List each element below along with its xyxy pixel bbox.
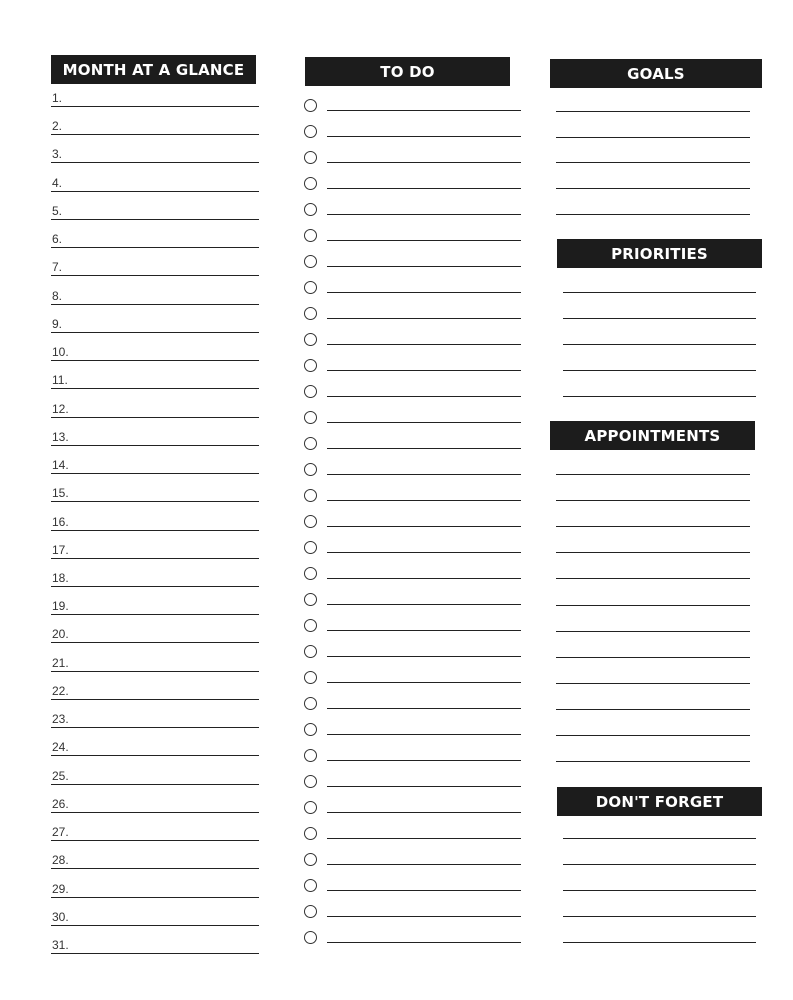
todo-checkbox-icon[interactable] (304, 775, 317, 788)
day-write-line[interactable] (51, 812, 259, 813)
day-write-line[interactable] (51, 445, 259, 446)
day-number: 29. (52, 882, 69, 896)
todo-checkbox-icon[interactable] (304, 723, 317, 736)
day-write-line[interactable] (51, 953, 259, 954)
day-write-line[interactable] (51, 501, 259, 502)
appointments-write-line[interactable] (556, 735, 750, 736)
todo-checkbox-icon[interactable] (304, 203, 317, 216)
day-write-line[interactable] (51, 275, 259, 276)
day-write-line[interactable] (51, 473, 259, 474)
todo-write-line[interactable] (327, 344, 521, 345)
day-write-line[interactable] (51, 558, 259, 559)
day-write-line[interactable] (51, 388, 259, 389)
day-write-line[interactable] (51, 614, 259, 615)
day-number: 17. (52, 543, 69, 557)
day-write-line[interactable] (51, 247, 259, 248)
day-number: 26. (52, 797, 69, 811)
todo-write-line[interactable] (327, 136, 521, 137)
day-number: 22. (52, 684, 69, 698)
todo-write-line[interactable] (327, 682, 521, 683)
day-number: 20. (52, 627, 69, 641)
appointments-write-line[interactable] (556, 709, 750, 710)
day-write-line[interactable] (51, 417, 259, 418)
todo-checkbox-icon[interactable] (304, 879, 317, 892)
day-number: 19. (52, 599, 69, 613)
appointments-write-line[interactable] (556, 500, 750, 501)
dont-forget-write-line[interactable] (563, 864, 756, 865)
day-number: 2. (52, 119, 63, 133)
todo-checkbox-icon[interactable] (304, 619, 317, 632)
day-number: 16. (52, 515, 69, 529)
day-write-line[interactable] (51, 219, 259, 220)
day-write-line[interactable] (51, 642, 259, 643)
day-write-line[interactable] (51, 840, 259, 841)
day-number: 21. (52, 656, 69, 670)
todo-write-line[interactable] (327, 760, 521, 761)
todo-checkbox-icon[interactable] (304, 541, 317, 554)
day-write-line[interactable] (51, 784, 259, 785)
day-number: 15. (52, 486, 69, 500)
day-number: 13. (52, 430, 69, 444)
todo-write-line[interactable] (327, 812, 521, 813)
day-number: 8. (52, 289, 63, 303)
todo-checkbox-icon[interactable] (304, 853, 317, 866)
todo-write-line[interactable] (327, 448, 521, 449)
dont-forget-write-line[interactable] (563, 838, 756, 839)
todo-write-line[interactable] (327, 916, 521, 917)
day-number: 10. (52, 345, 69, 359)
appointments-write-line[interactable] (556, 474, 750, 475)
dont-forget-header: DON'T FORGET (557, 787, 762, 816)
todo-checkbox-icon[interactable] (304, 801, 317, 814)
appointments-write-line[interactable] (556, 761, 750, 762)
day-write-line[interactable] (51, 530, 259, 531)
todo-write-line[interactable] (327, 942, 521, 943)
dont-forget-write-line[interactable] (563, 916, 756, 917)
todo-checkbox-icon[interactable] (304, 99, 317, 112)
day-write-line[interactable] (51, 897, 259, 898)
todo-checkbox-icon[interactable] (304, 385, 317, 398)
day-write-line[interactable] (51, 755, 259, 756)
todo-checkbox-icon[interactable] (304, 671, 317, 684)
todo-write-line[interactable] (327, 526, 521, 527)
todo-write-line[interactable] (327, 656, 521, 657)
day-number: 14. (52, 458, 69, 472)
todo-checkbox-icon[interactable] (304, 281, 317, 294)
todo-write-line[interactable] (327, 214, 521, 215)
appointments-write-line[interactable] (556, 578, 750, 579)
todo-write-line[interactable] (327, 630, 521, 631)
appointments-header: APPOINTMENTS (550, 421, 755, 450)
todo-write-line[interactable] (327, 110, 521, 111)
day-number: 6. (52, 232, 63, 246)
todo-checkbox-icon[interactable] (304, 489, 317, 502)
day-number: 28. (52, 853, 69, 867)
todo-write-line[interactable] (327, 838, 521, 839)
appointments-write-line[interactable] (556, 683, 750, 684)
dont-forget-write-line[interactable] (563, 942, 756, 943)
day-write-line[interactable] (51, 191, 259, 192)
todo-write-line[interactable] (327, 396, 521, 397)
day-write-line[interactable] (51, 360, 259, 361)
todo-checkbox-icon[interactable] (304, 359, 317, 372)
todo-write-line[interactable] (327, 162, 521, 163)
day-number: 3. (52, 147, 63, 161)
todo-checkbox-icon[interactable] (304, 697, 317, 710)
todo-checkbox-icon[interactable] (304, 931, 317, 944)
day-number: 30. (52, 910, 69, 924)
day-number: 5. (52, 204, 63, 218)
day-write-line[interactable] (51, 727, 259, 728)
day-number: 9. (52, 317, 63, 331)
todo-checkbox-icon[interactable] (304, 125, 317, 138)
appointments-write-line[interactable] (556, 631, 750, 632)
priorities-header: PRIORITIES (557, 239, 762, 268)
todo-write-line[interactable] (327, 552, 521, 553)
month-at-a-glance-header: MONTH AT A GLANCE (51, 55, 256, 84)
goals-header: GOALS (550, 59, 762, 88)
day-write-line[interactable] (51, 162, 259, 163)
day-number: 12. (52, 402, 69, 416)
day-write-line[interactable] (51, 332, 259, 333)
todo-write-line[interactable] (327, 708, 521, 709)
day-number: 1. (52, 91, 63, 105)
appointments-write-line[interactable] (556, 552, 750, 553)
todo-write-line[interactable] (327, 188, 521, 189)
day-write-line[interactable] (51, 671, 259, 672)
dont-forget-write-line[interactable] (563, 890, 756, 891)
todo-write-line[interactable] (327, 604, 521, 605)
priorities-write-line[interactable] (563, 318, 756, 319)
goals-write-line[interactable] (556, 111, 750, 112)
todo-write-line[interactable] (327, 318, 521, 319)
todo-write-line[interactable] (327, 890, 521, 891)
day-number: 18. (52, 571, 69, 585)
appointments-write-line[interactable] (556, 605, 750, 606)
day-number: 4. (52, 176, 63, 190)
todo-write-line[interactable] (327, 422, 521, 423)
day-number: 23. (52, 712, 69, 726)
day-number: 27. (52, 825, 69, 839)
todo-checkbox-icon[interactable] (304, 463, 317, 476)
day-number: 31. (52, 938, 69, 952)
goals-write-line[interactable] (556, 137, 750, 138)
day-write-line[interactable] (51, 868, 259, 869)
todo-checkbox-icon[interactable] (304, 567, 317, 580)
goals-write-line[interactable] (556, 188, 750, 189)
day-write-line[interactable] (51, 106, 259, 107)
priorities-write-line[interactable] (563, 292, 756, 293)
day-write-line[interactable] (51, 586, 259, 587)
todo-write-line[interactable] (327, 578, 521, 579)
day-number: 7. (52, 260, 63, 274)
day-write-line[interactable] (51, 134, 259, 135)
todo-write-line[interactable] (327, 500, 521, 501)
todo-write-line[interactable] (327, 240, 521, 241)
day-write-line[interactable] (51, 304, 259, 305)
todo-checkbox-icon[interactable] (304, 333, 317, 346)
todo-write-line[interactable] (327, 786, 521, 787)
todo-write-line[interactable] (327, 864, 521, 865)
priorities-write-line[interactable] (563, 396, 756, 397)
todo-write-line[interactable] (327, 734, 521, 735)
day-number: 25. (52, 769, 69, 783)
todo-checkbox-icon[interactable] (304, 905, 317, 918)
day-number: 11. (52, 373, 68, 387)
todo-checkbox-icon[interactable] (304, 411, 317, 424)
todo-checkbox-icon[interactable] (304, 645, 317, 658)
todo-checkbox-icon[interactable] (304, 515, 317, 528)
todo-checkbox-icon[interactable] (304, 229, 317, 242)
todo-checkbox-icon[interactable] (304, 593, 317, 606)
todo-write-line[interactable] (327, 474, 521, 475)
appointments-write-line[interactable] (556, 657, 750, 658)
todo-write-line[interactable] (327, 266, 521, 267)
to-do-header: TO DO (305, 57, 510, 86)
todo-checkbox-icon[interactable] (304, 255, 317, 268)
priorities-write-line[interactable] (563, 344, 756, 345)
day-number: 24. (52, 740, 69, 754)
todo-checkbox-icon[interactable] (304, 307, 317, 320)
todo-checkbox-icon[interactable] (304, 827, 317, 840)
todo-checkbox-icon[interactable] (304, 151, 317, 164)
goals-write-line[interactable] (556, 214, 750, 215)
appointments-write-line[interactable] (556, 526, 750, 527)
goals-write-line[interactable] (556, 162, 750, 163)
todo-write-line[interactable] (327, 292, 521, 293)
day-write-line[interactable] (51, 925, 259, 926)
todo-checkbox-icon[interactable] (304, 177, 317, 190)
day-write-line[interactable] (51, 699, 259, 700)
todo-checkbox-icon[interactable] (304, 437, 317, 450)
priorities-write-line[interactable] (563, 370, 756, 371)
todo-checkbox-icon[interactable] (304, 749, 317, 762)
todo-write-line[interactable] (327, 370, 521, 371)
